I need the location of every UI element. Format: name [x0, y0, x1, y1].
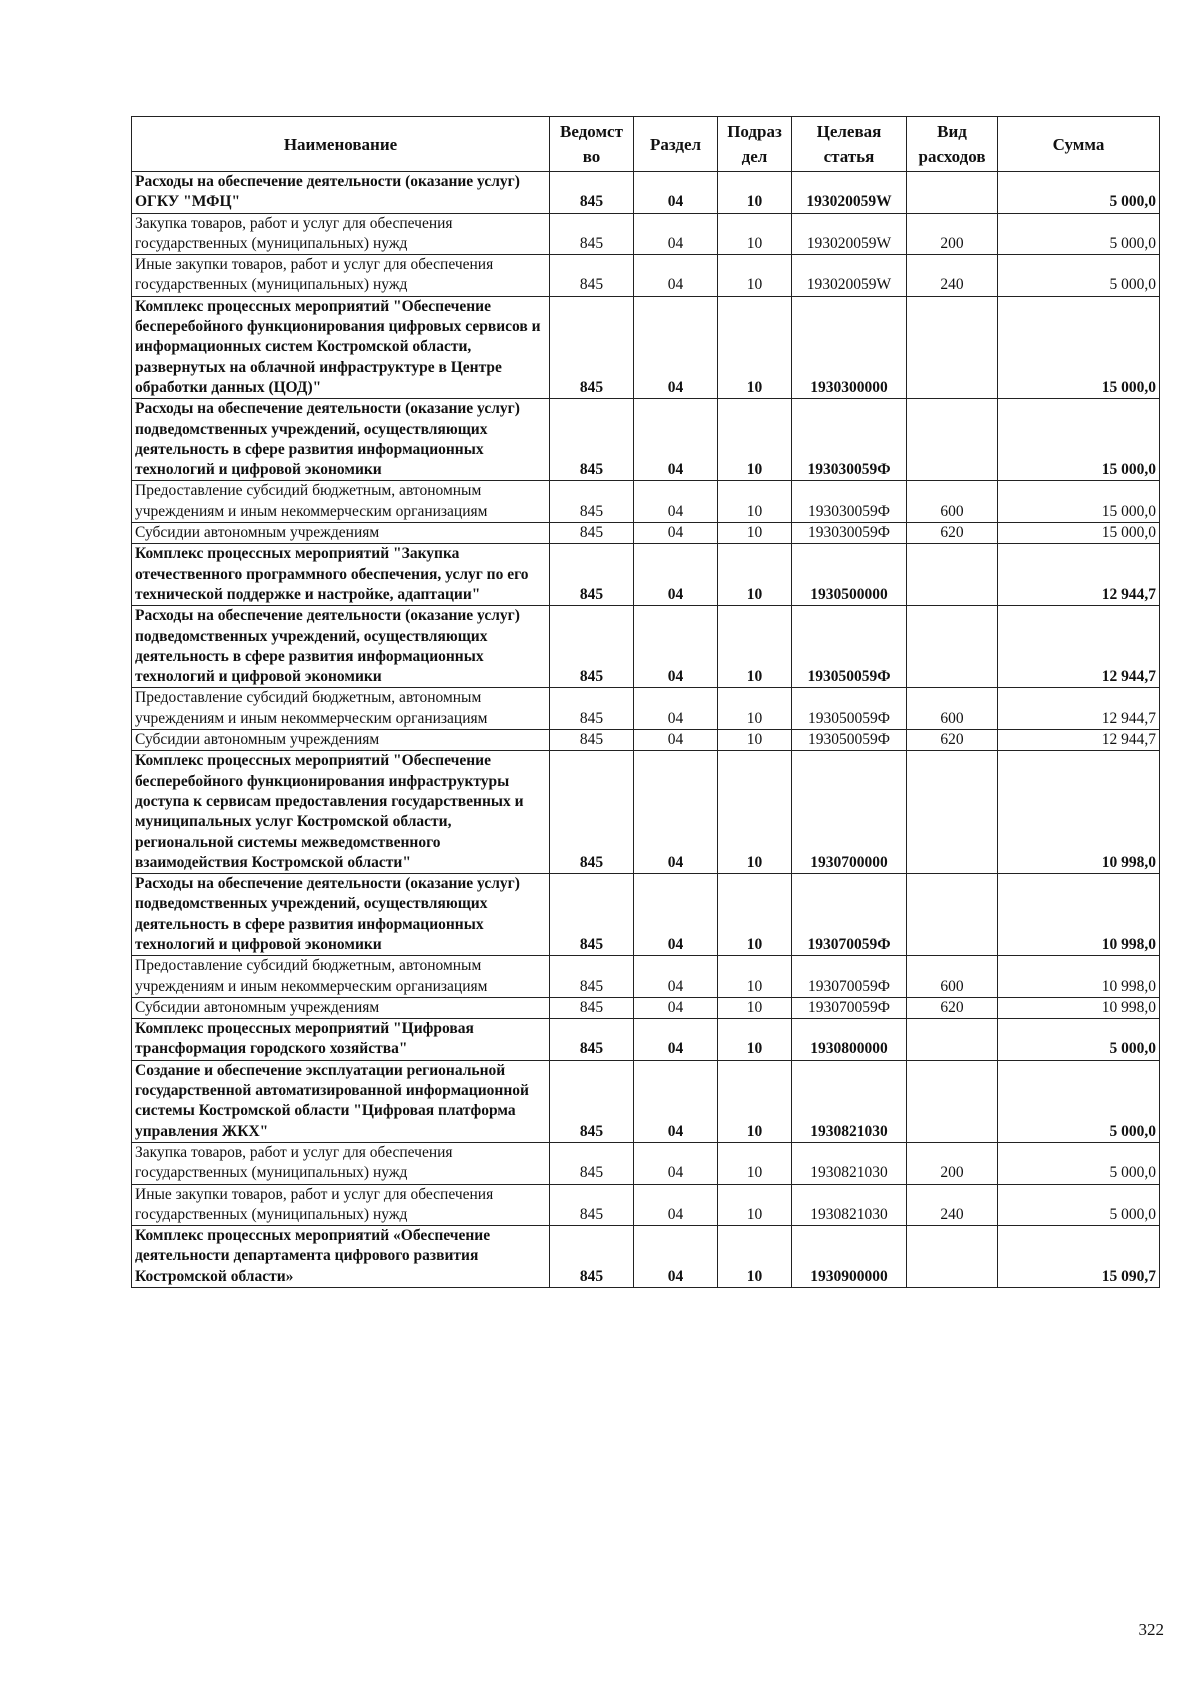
cell-celevaya-statya: 1930700000	[792, 751, 907, 874]
table-row	[132, 997, 1160, 1018]
cell-podrazdel: 10	[718, 997, 792, 1018]
cell-vid-rashodov	[907, 1226, 998, 1288]
cell-celevaya-statya: 1930821030	[792, 1060, 907, 1142]
cell-vedomstvo: 845	[550, 606, 634, 688]
cell-vedomstvo: 845	[550, 874, 634, 956]
cell-name: Расходы на обеспечение деятельности (оказание услуг) подведомственных учреждений, осуществляющих деятельность в сфере развития информационных технологий и цифровой экономики	[132, 606, 550, 688]
cell-razdel: 04	[634, 172, 718, 214]
cell-vedomstvo: 845	[550, 1142, 634, 1184]
table-row	[132, 172, 1160, 214]
table-row	[132, 1019, 1160, 1061]
cell-name: Расходы на обеспечение деятельности (оказание услуг) подведомственных учреждений, осуществляющих деятельность в сфере развития информационных технологий и цифровой экономики	[132, 399, 550, 481]
cell-summa: 15 000,0	[998, 481, 1160, 523]
cell-vid-rashodov: 200	[907, 1142, 998, 1184]
table-row	[132, 874, 1160, 956]
budget-table-container	[131, 116, 1159, 1288]
cell-summa: 12 944,7	[998, 688, 1160, 730]
cell-celevaya-statya: 193070059Ф	[792, 874, 907, 956]
cell-name: Комплекс процессных мероприятий "Закупка отечественного программного обеспечения, услуг по его технической поддержке и настройке, адаптации"	[132, 544, 550, 606]
cell-podrazdel: 10	[718, 1184, 792, 1226]
cell-summa: 10 998,0	[998, 956, 1160, 998]
cell-celevaya-statya: 193050059Ф	[792, 730, 907, 751]
table-row	[132, 255, 1160, 297]
cell-razdel: 04	[634, 544, 718, 606]
cell-podrazdel: 10	[718, 751, 792, 874]
cell-summa: 10 998,0	[998, 874, 1160, 956]
cell-celevaya-statya: 1930800000	[792, 1019, 907, 1061]
cell-vedomstvo: 845	[550, 1060, 634, 1142]
table-row	[132, 1060, 1160, 1142]
cell-vid-rashodov: 600	[907, 956, 998, 998]
cell-vedomstvo: 845	[550, 1226, 634, 1288]
cell-razdel: 04	[634, 751, 718, 874]
cell-podrazdel: 10	[718, 1226, 792, 1288]
header-podrazdel: Подраз дел	[718, 117, 792, 172]
cell-summa: 12 944,7	[998, 606, 1160, 688]
cell-summa: 5 000,0	[998, 1060, 1160, 1142]
cell-name: Создание и обеспечение эксплуатации региональной государственной автоматизированной информационной системы Костромской области "Цифровая платформа управления ЖКХ"	[132, 1060, 550, 1142]
cell-vid-rashodov	[907, 874, 998, 956]
cell-razdel: 04	[634, 399, 718, 481]
cell-podrazdel: 10	[718, 544, 792, 606]
cell-razdel: 04	[634, 606, 718, 688]
cell-summa: 15 090,7	[998, 1226, 1160, 1288]
table-row	[132, 523, 1160, 544]
cell-vedomstvo: 845	[550, 481, 634, 523]
cell-razdel: 04	[634, 255, 718, 297]
cell-summa: 5 000,0	[998, 1142, 1160, 1184]
header-vedomstvo: Ведомст во	[550, 117, 634, 172]
cell-vedomstvo: 845	[550, 730, 634, 751]
cell-vid-rashodov	[907, 399, 998, 481]
cell-podrazdel: 10	[718, 523, 792, 544]
cell-name: Иные закупки товаров, работ и услуг для обеспечения государственных (муниципальных) нужд	[132, 255, 550, 297]
header-name: Наименование	[132, 117, 550, 172]
cell-celevaya-statya: 1930821030	[792, 1184, 907, 1226]
cell-summa: 10 998,0	[998, 997, 1160, 1018]
cell-name: Комплекс процессных мероприятий "Обеспечение бесперебойного функционирования цифровых сервисов и информационных систем Костромской области, развернутых на облачной инфраструктуре в Центре обработки данных (ЦОД)"	[132, 296, 550, 398]
cell-podrazdel: 10	[718, 688, 792, 730]
cell-vedomstvo: 845	[550, 1019, 634, 1061]
cell-podrazdel: 10	[718, 296, 792, 398]
cell-vedomstvo: 845	[550, 255, 634, 297]
cell-celevaya-statya: 1930821030	[792, 1142, 907, 1184]
cell-razdel: 04	[634, 730, 718, 751]
cell-vid-rashodov: 600	[907, 481, 998, 523]
header-summa: Сумма	[998, 117, 1160, 172]
cell-celevaya-statya: 193030059Ф	[792, 523, 907, 544]
cell-vid-rashodov	[907, 296, 998, 398]
cell-razdel: 04	[634, 1060, 718, 1142]
cell-summa: 5 000,0	[998, 172, 1160, 214]
cell-name: Расходы на обеспечение деятельности (оказание услуг) ОГКУ "МФЦ"	[132, 172, 550, 214]
cell-name: Субсидии автономным учреждениям	[132, 730, 550, 751]
table-row	[132, 751, 1160, 874]
cell-summa: 12 944,7	[998, 544, 1160, 606]
cell-vid-rashodov: 200	[907, 213, 998, 255]
cell-vid-rashodov: 240	[907, 255, 998, 297]
cell-razdel: 04	[634, 1184, 718, 1226]
cell-podrazdel: 10	[718, 481, 792, 523]
cell-razdel: 04	[634, 213, 718, 255]
table-row	[132, 1226, 1160, 1288]
cell-vedomstvo: 845	[550, 688, 634, 730]
cell-name: Закупка товаров, работ и услуг для обеспечения государственных (муниципальных) нужд	[132, 213, 550, 255]
cell-summa: 15 000,0	[998, 523, 1160, 544]
cell-vid-rashodov: 620	[907, 523, 998, 544]
cell-name: Закупка товаров, работ и услуг для обеспечения государственных (муниципальных) нужд	[132, 1142, 550, 1184]
cell-celevaya-statya: 193030059Ф	[792, 399, 907, 481]
cell-razdel: 04	[634, 997, 718, 1018]
cell-vid-rashodov	[907, 544, 998, 606]
cell-razdel: 04	[634, 523, 718, 544]
table-header-row	[132, 117, 1160, 172]
cell-name: Расходы на обеспечение деятельности (оказание услуг) подведомственных учреждений, осуществляющих деятельность в сфере развития информационных технологий и цифровой экономики	[132, 874, 550, 956]
cell-name: Иные закупки товаров, работ и услуг для обеспечения государственных (муниципальных) нужд	[132, 1184, 550, 1226]
header-razdel: Раздел	[634, 117, 718, 172]
cell-podrazdel: 10	[718, 730, 792, 751]
cell-summa: 5 000,0	[998, 213, 1160, 255]
page-number: 322	[1138, 1620, 1164, 1639]
table-row	[132, 1142, 1160, 1184]
table-row	[132, 956, 1160, 998]
cell-razdel: 04	[634, 1226, 718, 1288]
table-row	[132, 296, 1160, 398]
cell-celevaya-statya: 193020059W	[792, 213, 907, 255]
table-row	[132, 213, 1160, 255]
cell-summa: 15 000,0	[998, 399, 1160, 481]
cell-summa: 12 944,7	[998, 730, 1160, 751]
cell-vid-rashodov	[907, 1060, 998, 1142]
cell-celevaya-statya: 193070059Ф	[792, 956, 907, 998]
cell-celevaya-statya: 1930500000	[792, 544, 907, 606]
cell-vid-rashodov: 620	[907, 730, 998, 751]
budget-table	[131, 116, 1160, 1288]
cell-podrazdel: 10	[718, 606, 792, 688]
cell-razdel: 04	[634, 296, 718, 398]
cell-celevaya-statya: 193020059W	[792, 172, 907, 214]
cell-vedomstvo: 845	[550, 213, 634, 255]
cell-vedomstvo: 845	[550, 399, 634, 481]
cell-podrazdel: 10	[718, 399, 792, 481]
cell-podrazdel: 10	[718, 956, 792, 998]
cell-celevaya-statya: 193070059Ф	[792, 997, 907, 1018]
cell-celevaya-statya: 193050059Ф	[792, 688, 907, 730]
cell-vedomstvo: 845	[550, 172, 634, 214]
cell-vid-rashodov	[907, 172, 998, 214]
cell-name: Субсидии автономным учреждениям	[132, 523, 550, 544]
cell-podrazdel: 10	[718, 1142, 792, 1184]
cell-summa: 5 000,0	[998, 1184, 1160, 1226]
cell-podrazdel: 10	[718, 1019, 792, 1061]
header-vid-rashodov: Вид расходов	[907, 117, 998, 172]
cell-name: Предоставление субсидий бюджетным, автономным учреждениям и иным некоммерческим организациям	[132, 956, 550, 998]
cell-summa: 15 000,0	[998, 296, 1160, 398]
cell-summa: 10 998,0	[998, 751, 1160, 874]
cell-celevaya-statya: 193050059Ф	[792, 606, 907, 688]
cell-podrazdel: 10	[718, 874, 792, 956]
table-row	[132, 1184, 1160, 1226]
cell-name: Предоставление субсидий бюджетным, автономным учреждениям и иным некоммерческим организациям	[132, 481, 550, 523]
cell-name: Комплекс процессных мероприятий "Цифровая трансформация городского хозяйства"	[132, 1019, 550, 1061]
cell-vedomstvo: 845	[550, 296, 634, 398]
cell-vedomstvo: 845	[550, 956, 634, 998]
cell-name: Комплекс процессных мероприятий «Обеспечение деятельности департамента цифрового развития Костромской области»	[132, 1226, 550, 1288]
cell-celevaya-statya: 1930300000	[792, 296, 907, 398]
cell-podrazdel: 10	[718, 1060, 792, 1142]
cell-razdel: 04	[634, 688, 718, 730]
cell-vid-rashodov: 620	[907, 997, 998, 1018]
cell-celevaya-statya: 193020059W	[792, 255, 907, 297]
cell-summa: 5 000,0	[998, 1019, 1160, 1061]
cell-podrazdel: 10	[718, 213, 792, 255]
table-row	[132, 399, 1160, 481]
cell-razdel: 04	[634, 481, 718, 523]
cell-summa: 5 000,0	[998, 255, 1160, 297]
cell-vedomstvo: 845	[550, 997, 634, 1018]
cell-vid-rashodov: 600	[907, 688, 998, 730]
cell-vedomstvo: 845	[550, 523, 634, 544]
cell-vid-rashodov	[907, 751, 998, 874]
table-row	[132, 544, 1160, 606]
table-row	[132, 730, 1160, 751]
cell-celevaya-statya: 1930900000	[792, 1226, 907, 1288]
cell-vid-rashodov	[907, 606, 998, 688]
cell-name: Субсидии автономным учреждениям	[132, 997, 550, 1018]
table-row	[132, 606, 1160, 688]
cell-podrazdel: 10	[718, 255, 792, 297]
cell-celevaya-statya: 193030059Ф	[792, 481, 907, 523]
header-celevaya-statya: Целевая статья	[792, 117, 907, 172]
cell-vid-rashodov: 240	[907, 1184, 998, 1226]
cell-vedomstvo: 845	[550, 751, 634, 874]
cell-razdel: 04	[634, 1019, 718, 1061]
cell-razdel: 04	[634, 874, 718, 956]
cell-podrazdel: 10	[718, 172, 792, 214]
cell-razdel: 04	[634, 1142, 718, 1184]
table-row	[132, 481, 1160, 523]
cell-vedomstvo: 845	[550, 1184, 634, 1226]
cell-vedomstvo: 845	[550, 544, 634, 606]
cell-name: Предоставление субсидий бюджетным, автономным учреждениям и иным некоммерческим организациям	[132, 688, 550, 730]
cell-razdel: 04	[634, 956, 718, 998]
cell-name: Комплекс процессных мероприятий "Обеспечение бесперебойного функционирования инфраструктуры доступа к сервисам предоставления государственных и муниципальных услуг Костромской области, региональной системы межведомственного взаимодействия Костромской области"	[132, 751, 550, 874]
table-row	[132, 688, 1160, 730]
cell-vid-rashodov	[907, 1019, 998, 1061]
